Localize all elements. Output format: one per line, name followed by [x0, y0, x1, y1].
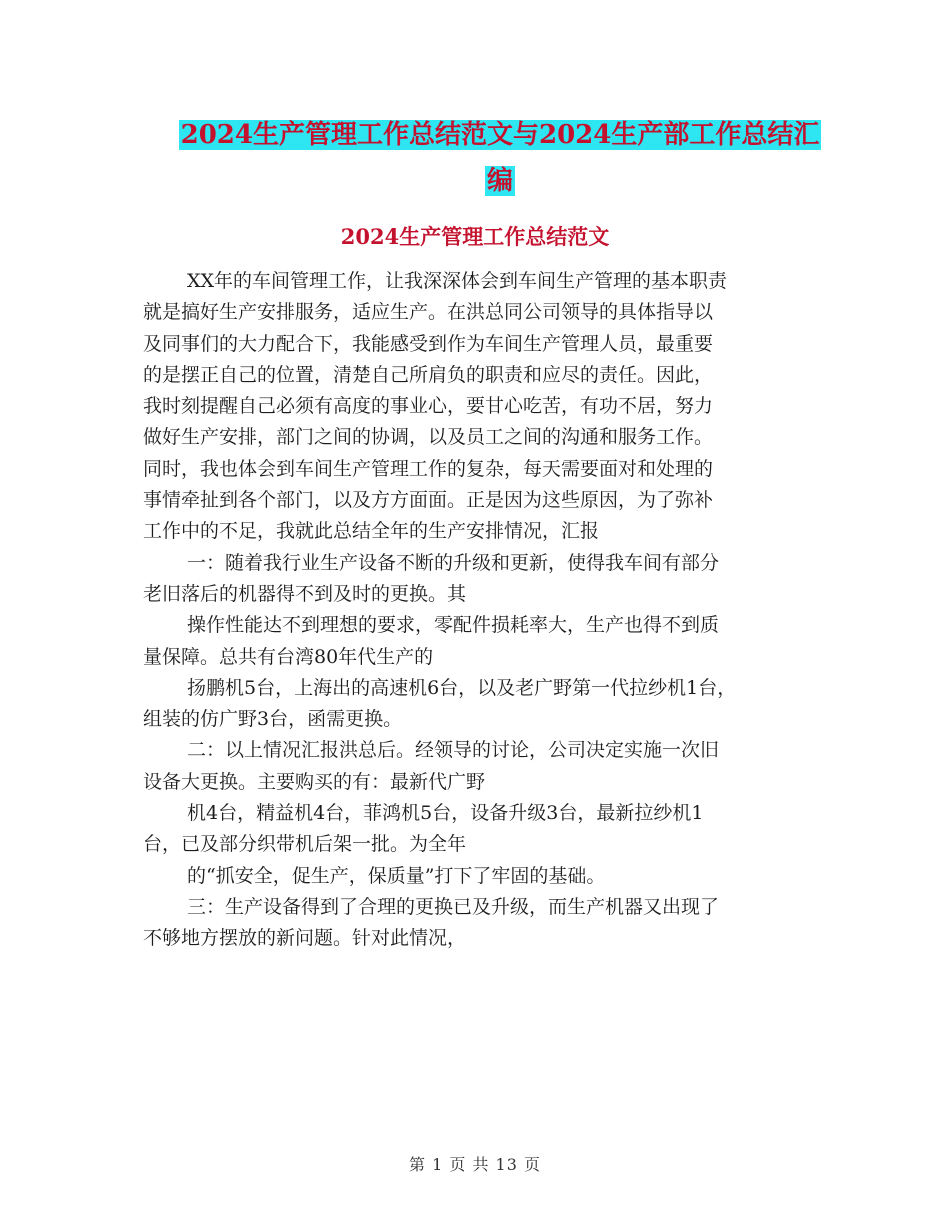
body-line: 扬鹏机5台，上海出的高速机6台，以及老广野第一代拉纱机1台，: [187, 676, 737, 699]
body-line: 台，已及部分织带机后架一批。为全年: [143, 833, 467, 856]
body-line: 老旧落后的机器得不到及时的更换。其: [143, 582, 467, 605]
document-title: [150, 112, 850, 204]
body-line: 工作中的不足，我就此总结全年的生产安排情况，汇报: [143, 520, 600, 543]
body-line: XX年的车间管理工作，让我深深体会到车间生产管理的基本职责: [187, 270, 728, 292]
body-line: 我时刻提醒自己必须有高度的事业心，要甘心吃苦，有功不居，努力: [143, 395, 714, 418]
body-line: 机4台，精益机4台，菲鸿机5台，设备升级3台，最新拉纱机1: [187, 802, 704, 825]
body-line: 不够地方摆放的新问题。针对此情况，: [143, 927, 467, 950]
section-title: 2024生产管理工作总结范文: [340, 224, 610, 249]
document-title-line2: 编: [486, 166, 513, 196]
body-line: 操作性能达不到理想的要求，零配件损耗率大，生产也得不到质: [187, 614, 720, 637]
body-line: 及同事们的大力配合下，我能感受到作为车间生产管理人员，最重要: [143, 332, 714, 355]
document-body: [143, 266, 813, 955]
body-line: 就是搞好生产安排服务，适应生产。在洪总同公司领导的具体指导以: [143, 301, 714, 324]
body-line: 一：随着我行业生产设备不断的升级和更新，使得我车间有部分: [187, 551, 720, 574]
body-line: 三：生产设备得到了合理的更换已及升级，而生产机器又出现了: [187, 895, 720, 918]
body-line: 做好生产安排，部门之间的协调，以及员工之间的沟通和服务工作。: [143, 426, 714, 449]
body-line: 同时，我也体会到车间生产管理工作的复杂，每天需要面对和处理的: [143, 457, 714, 480]
body-line: 事情牵扯到各个部门，以及方方面面。正是因为这些原因，为了弥补: [143, 489, 714, 512]
body-line: 组装的仿广野3台，函需更换。: [143, 708, 403, 731]
document-title-line1: 2024生产管理工作总结范文与2024生产部工作总结汇: [180, 120, 820, 150]
body-line: 二：以上情况汇报洪总后。经领导的讨论，公司决定实施一次旧: [187, 739, 720, 762]
body-line: 设备大更换。主要购买的有：最新代广野: [143, 770, 486, 793]
page-number-footer: 第 1 页 共 13 页: [409, 1155, 541, 1174]
body-line: 的“抓安全，促生产，保质量”打下了牢固的基础。: [187, 864, 606, 887]
body-line: 的是摆正自己的位置，清楚自己所肩负的职责和应尽的责任。因此，: [143, 363, 714, 386]
body-line: 量保障。总共有台湾80年代生产的: [143, 645, 434, 668]
